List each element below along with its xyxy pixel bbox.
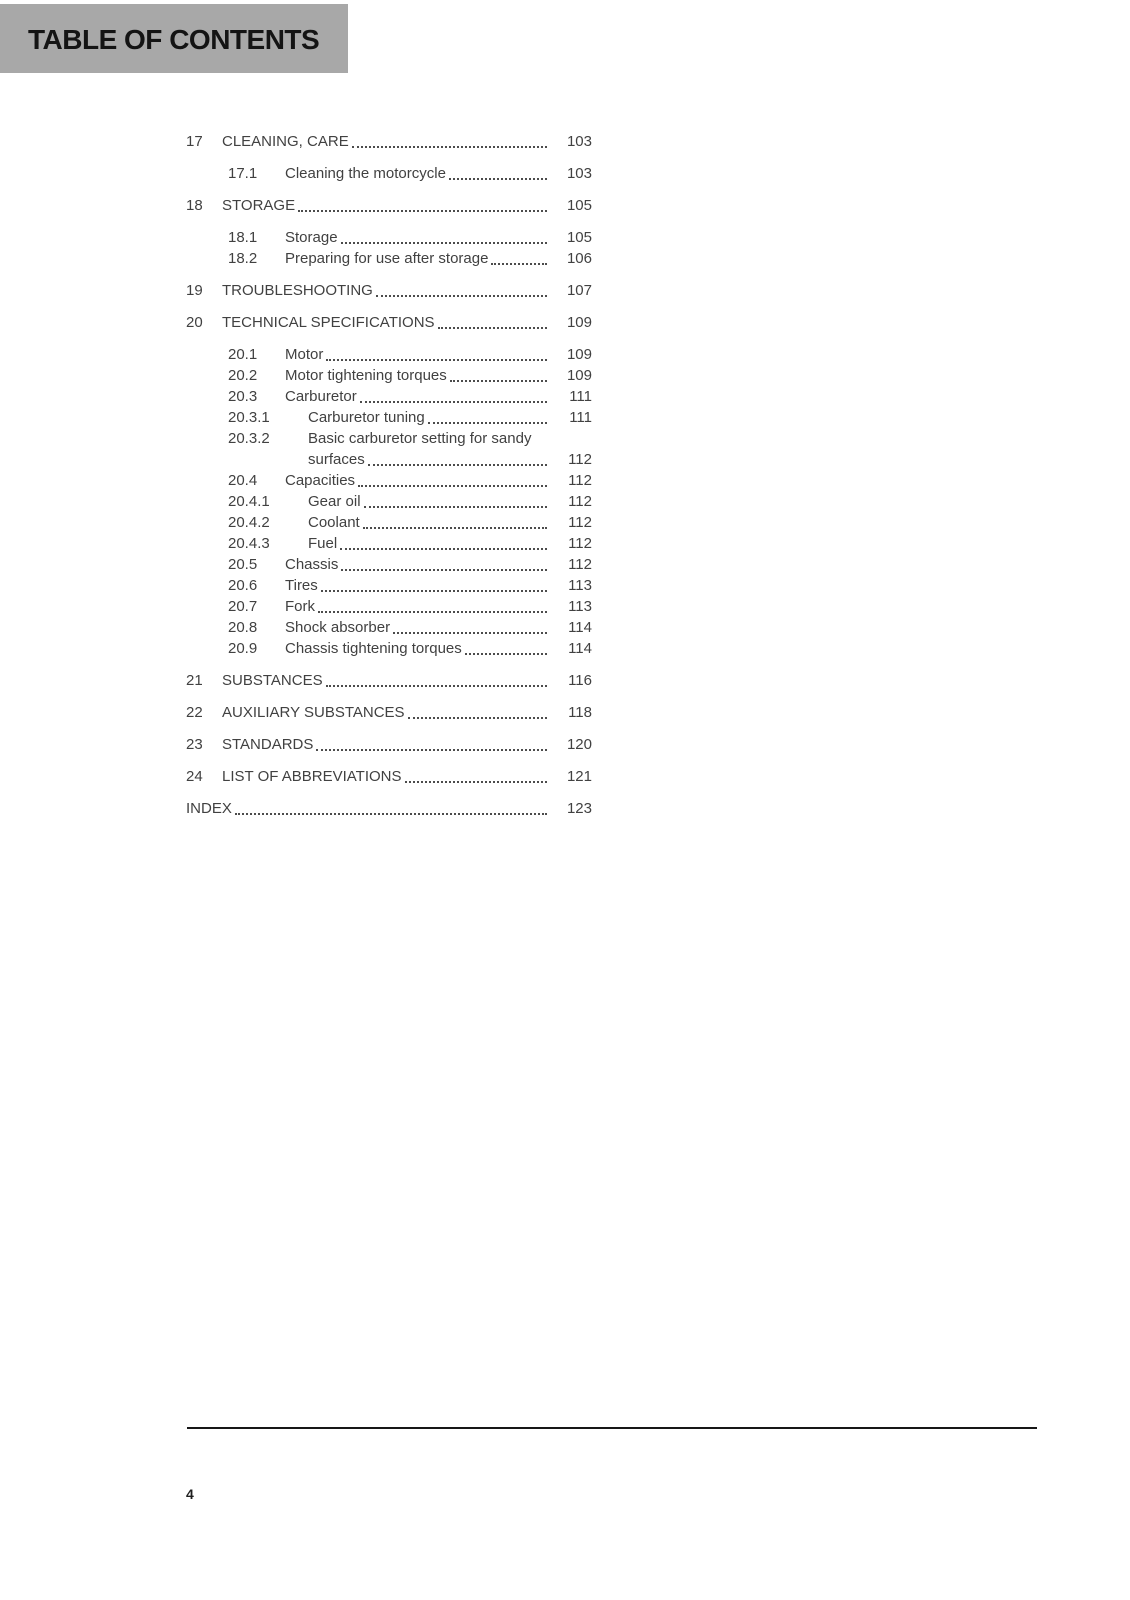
footer-page-number: 4 (186, 1486, 194, 1502)
entry-title: INDEX (186, 800, 232, 817)
entry-page-number: 114 (568, 619, 592, 636)
dot-leader (341, 569, 547, 571)
toc-entry (186, 428, 592, 449)
entry-number: 20.3 (228, 388, 258, 405)
entry-title: Preparing for use after storage (285, 250, 489, 267)
dot-leader (376, 295, 547, 297)
toc-entry (186, 617, 592, 638)
entry-page-number: 109 (566, 346, 592, 363)
entry-number: 20.7 (228, 598, 258, 615)
entry-number: 20 (186, 314, 203, 331)
entry-number: 20.4.1 (228, 493, 270, 510)
entry-page-number: 112 (568, 451, 592, 468)
entry-page-number: 114 (568, 640, 592, 657)
entry-title: Chassis tightening torques (285, 640, 462, 657)
entry-page-number: 118 (568, 704, 592, 721)
entry-page-number: 112 (568, 514, 592, 531)
entry-page-number: 120 (566, 736, 592, 753)
toc-entry (186, 365, 592, 386)
entry-page-number: 106 (566, 250, 592, 267)
dot-leader (438, 327, 547, 329)
entry-number: 18 (186, 197, 203, 214)
dot-leader (235, 813, 547, 815)
entry-page-number: 121 (566, 768, 592, 785)
entry-page-number: 116 (568, 672, 592, 689)
entry-title: TECHNICAL SPECIFICATIONS (222, 314, 435, 331)
toc-entry (186, 344, 592, 365)
entry-number: 24 (186, 768, 203, 785)
entry-page-number: 113 (568, 598, 592, 615)
dot-leader (405, 781, 548, 783)
toc-entry (186, 670, 592, 691)
dot-leader (321, 590, 547, 592)
dot-leader (363, 527, 547, 529)
entry-page-number: 105 (566, 197, 592, 214)
entry-page-number: 107 (566, 282, 592, 299)
entry-title: LIST OF ABBREVIATIONS (222, 768, 402, 785)
entry-number: 20.6 (228, 577, 258, 594)
entry-number: 21 (186, 672, 203, 689)
entry-title: Motor tightening torques (285, 367, 447, 384)
entry-page-number: 113 (568, 577, 592, 594)
entry-page-number: 111 (569, 409, 592, 426)
entry-number: 20.9 (228, 640, 258, 657)
toc-entry (186, 407, 592, 428)
entry-page-number: 103 (566, 165, 592, 182)
entry-page-number: 112 (568, 472, 592, 489)
entry-number: 19 (186, 282, 203, 299)
toc-entry (186, 280, 592, 301)
toc-entry (186, 512, 592, 533)
dot-leader (298, 210, 547, 212)
toc-entry (186, 227, 592, 248)
entry-title: Shock absorber (285, 619, 391, 636)
entry-number: 20.8 (228, 619, 258, 636)
dot-leader (358, 485, 547, 487)
entry-title: TROUBLESHOOTING (222, 282, 373, 299)
entry-page-number: 111 (569, 388, 592, 405)
entry-page-number: 112 (568, 556, 592, 573)
entry-number: 18.2 (228, 250, 258, 267)
dot-leader (465, 653, 547, 655)
entry-title: Capacities (285, 472, 356, 489)
entry-number: 20.4.3 (228, 535, 270, 552)
entry-title: STORAGE (222, 197, 296, 214)
entry-title: Coolant (308, 514, 360, 531)
dot-leader (449, 178, 547, 180)
toc-entry (186, 554, 592, 575)
page-header (0, 4, 348, 73)
entry-title: STANDARDS (222, 736, 314, 753)
entry-page-number: 112 (568, 535, 592, 552)
entry-title: CLEANING, CARE (222, 133, 349, 150)
dot-leader (428, 422, 547, 424)
entry-title: SUBSTANCES (222, 672, 323, 689)
dot-leader (450, 380, 547, 382)
footer-rule (187, 1427, 1037, 1429)
toc-entry (186, 248, 592, 269)
entry-number: 22 (186, 704, 203, 721)
entry-number: 20.4 (228, 472, 258, 489)
dot-leader (491, 263, 547, 265)
entry-number: 17.1 (228, 165, 258, 182)
dot-leader (316, 749, 547, 751)
entry-number (228, 449, 308, 470)
entry-title: Chassis (285, 556, 339, 573)
toc-entry (186, 533, 592, 554)
entry-title: Cleaning the motorcycle (285, 165, 446, 182)
entry-number: 20.1 (228, 346, 258, 363)
dot-leader (318, 611, 547, 613)
toc-entry (186, 312, 592, 333)
toc-entry (186, 596, 592, 617)
dot-leader (368, 464, 547, 466)
entry-number: 20.3.2 (228, 430, 270, 447)
page-title: TABLE OF CONTENTS (28, 24, 320, 55)
dot-leader (364, 506, 547, 508)
entry-title: Carburetor tuning (308, 409, 425, 426)
entry-number: 20.5 (228, 556, 258, 573)
toc-entry (186, 386, 592, 407)
entry-page-number: 105 (566, 229, 592, 246)
dot-leader (326, 359, 547, 361)
toc-entry (186, 131, 592, 152)
dot-leader (326, 685, 547, 687)
toc-entry (186, 195, 592, 216)
entry-title: Gear oil (308, 493, 361, 510)
entry-title: Fuel (308, 535, 338, 552)
toc-entry (186, 470, 592, 491)
dot-leader (408, 717, 547, 719)
toc-entry (186, 638, 592, 659)
toc-entry (186, 766, 592, 787)
entry-page-number: 109 (566, 314, 592, 331)
toc-entry (186, 734, 592, 755)
toc-entry (186, 575, 592, 596)
entry-title: Tires (285, 577, 318, 594)
entry-number: 18.1 (228, 229, 258, 246)
toc-entry (186, 798, 592, 819)
entry-title: Motor (285, 346, 324, 363)
toc-entry (186, 163, 592, 184)
toc-entry (186, 702, 592, 723)
entry-page-number: 109 (566, 367, 592, 384)
entry-number: 17 (186, 133, 203, 150)
entry-title: surfaces (308, 451, 365, 468)
entry-page-number: 112 (568, 493, 592, 510)
dot-leader (352, 146, 547, 148)
entry-title: Storage (285, 229, 338, 246)
entry-title: Basic carburetor setting for sandy (308, 430, 532, 447)
toc-list (186, 131, 592, 830)
dot-leader (340, 548, 547, 550)
entry-title: AUXILIARY SUBSTANCES (222, 704, 405, 721)
dot-leader (341, 242, 547, 244)
entry-number: 20.4.2 (228, 514, 270, 531)
entry-number: 23 (186, 736, 203, 753)
entry-title: Carburetor (285, 388, 357, 405)
toc-entry (186, 491, 592, 512)
dot-leader (360, 401, 547, 403)
toc-entry (186, 449, 592, 470)
entry-number: 20.3.1 (228, 409, 270, 426)
entry-page-number: 123 (566, 800, 592, 817)
dot-leader (393, 632, 547, 634)
entry-number: 20.2 (228, 367, 258, 384)
entry-page-number: 103 (566, 133, 592, 150)
entry-title: Fork (285, 598, 315, 615)
